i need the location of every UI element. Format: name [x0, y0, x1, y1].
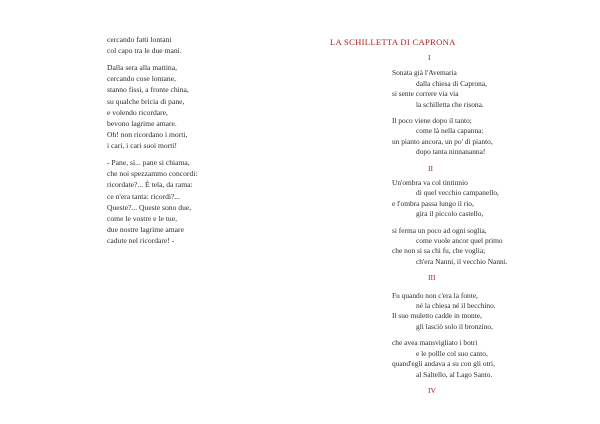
poem-line: col capo tra le due mani. [107, 46, 182, 56]
poem-title: LA SCHILLETTA DI CAPRONA [330, 37, 456, 47]
right-stanza [392, 338, 582, 380]
poem-line: e l'ombra passa lungo il rio, [392, 198, 474, 208]
poem-line: cercando cose lontane, [107, 74, 176, 84]
poem-line: dalla chiesa di Caprona, [416, 78, 488, 88]
right-stanza [392, 291, 582, 333]
poem-line: i cari, i cari suoi morti! [107, 141, 178, 151]
poem-line: Il poco viene dopo il tanto; [392, 116, 472, 126]
poem-line: - Pane, sì... pane si chiama, [107, 158, 190, 168]
poem-line: che noi spezzammo concordi: [107, 169, 198, 179]
poem-line: Sonata già l'Avemaria [392, 68, 457, 78]
section-numeral: III [428, 273, 436, 283]
left-stanza [107, 157, 292, 247]
poem-line: dopo tanta ninnananna! [416, 147, 486, 157]
poem-line: come le vostre e le tue, [107, 214, 178, 224]
poem-line: si sente correre via via [392, 89, 459, 99]
poem-line: ch'era Nanni, il vecchio Nanni. [416, 256, 508, 266]
poem-line: di quel vecchio campanello, [416, 188, 499, 198]
poem-line: Il suo muletto cadde in monte, [392, 311, 482, 321]
poem-line: gli lasciò solo il bronzino, [416, 321, 493, 331]
poem-line: cercando fatti lontani [107, 35, 172, 44]
right-stanza [392, 116, 582, 158]
section-numeral: II [428, 163, 434, 173]
poem-line: Fu quando non c'era la fonte, [392, 290, 478, 300]
poem-line: ricordate?... È tela, da rama: [107, 180, 193, 190]
poem-line: né la chiesa né il becchino. [416, 301, 496, 311]
poem-line: che avea mansvigliato i botri [392, 338, 478, 348]
poem-line: gira il piccolo castello, [416, 209, 484, 219]
poem-line: Dalla sera alla mattina, [107, 62, 177, 72]
poem-line: bevono lagrime amare. [107, 118, 177, 128]
left-stanza [107, 62, 292, 152]
left-stanza [107, 34, 292, 56]
left-page-text [107, 34, 292, 252]
poem-line: come là nella capanna: [416, 126, 484, 136]
right-stanza [392, 226, 582, 268]
poem-line: come vuole ancor quel primo [416, 236, 503, 246]
poem-line: e le pollle col suo canto, [416, 348, 488, 358]
poem-line: Un'ombra va col tintinnio [392, 178, 468, 188]
poem-line: su qualche bricia di pane, [107, 96, 185, 106]
poem-line: due nostre lagrime amare [107, 225, 184, 235]
poem-line: che non si sa chi fu, che voglia; [392, 246, 486, 256]
right-stanza [392, 178, 582, 220]
poem-line: quand'egli andava a su con gli otri, [392, 359, 495, 369]
poem-line: un pianto ancora, un po' di pianto, [392, 136, 493, 146]
poem-line: stanno fissi, a fronte china, [107, 85, 189, 95]
poem-line: al Saltello, al Lago Santo. [416, 369, 493, 379]
poem-line: si ferma un poco ad ogni soglia, [392, 225, 487, 235]
section-numeral: IV [428, 385, 437, 395]
section-numeral: I [428, 53, 431, 62]
poem-line: cadute nel ricordare! - [107, 236, 175, 246]
right-stanza [392, 68, 582, 110]
poem-line: e volendo ricordare, [107, 107, 168, 117]
poem-line: Oh! non ricordano i morti, [107, 130, 188, 140]
poem-line: Queste?... Queste sono due, [107, 202, 192, 212]
poem-line: la schilletta che risona. [416, 99, 484, 109]
right-page-text [392, 53, 582, 396]
poem-line: ce n'era tanta: ricordi?... [107, 191, 181, 201]
